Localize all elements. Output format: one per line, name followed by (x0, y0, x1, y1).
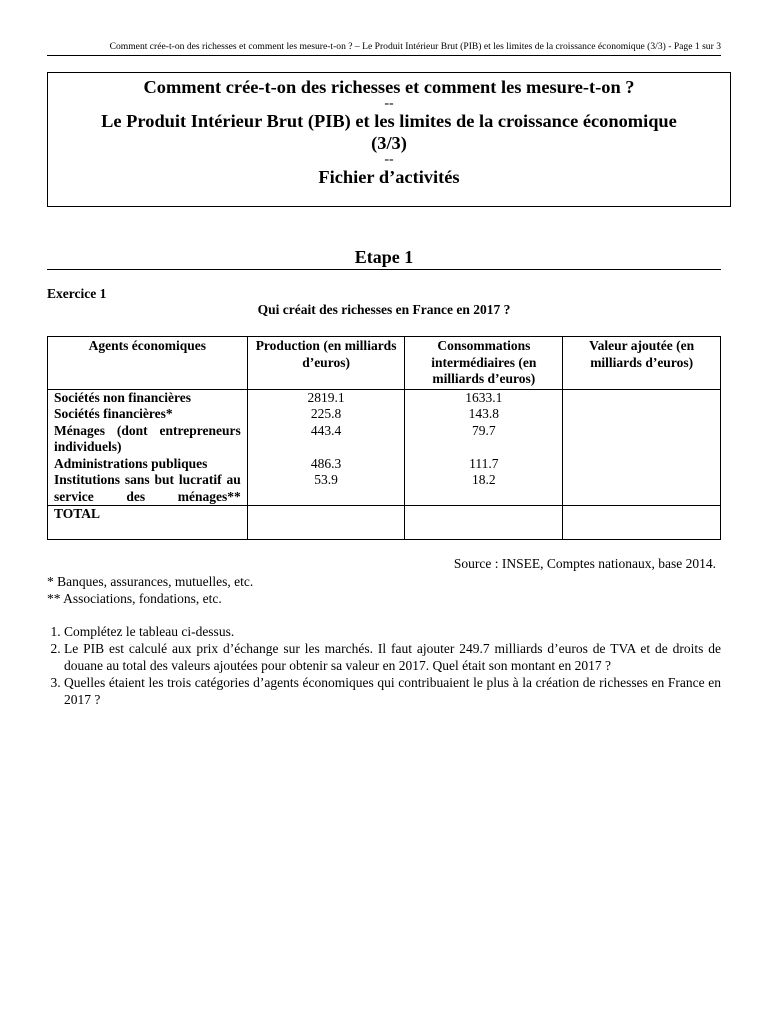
production-cell (247, 389, 405, 506)
header-value-added: Valeur ajoutée (en milliards d’euros) (563, 337, 721, 390)
production-value: 2819.1 (307, 389, 345, 405)
intermediate-consumption-cell (405, 389, 563, 506)
total-intermediate-consumption-cell (405, 506, 563, 540)
source-note: Source : INSEE, Comptes nationaux, base 2014. (453, 556, 716, 571)
agent-label: Sociétés non financières (54, 389, 191, 405)
production-value: 53.9 (314, 472, 338, 487)
title-separator-2: -- (384, 152, 394, 167)
total-label: TOTAL (48, 506, 248, 540)
intermediate-consumption-value: 143.8 (468, 406, 500, 421)
section-rule (47, 269, 721, 270)
agent-label: Ménages (dont entrepreneurs individuels) (54, 422, 241, 454)
question-item: 2. Le PIB est calculé aux prix d’échange sur les marchés. Il faut ajouter 249.7 milliards d’euros de TVA et de droits de douane au total des valeurs ajoutées pour obtenir sa valeur en 2017. Quel était son montant en 2017 ? (64, 640, 721, 674)
title-box (47, 72, 731, 207)
footnote: * Banques, assurances, mutuelles, etc. (47, 574, 254, 589)
table-row (48, 389, 721, 506)
footnotes (47, 573, 253, 607)
footnote: ** Associations, fondations, etc. (47, 591, 222, 606)
table-header-row (48, 337, 721, 390)
value-added-cell (563, 389, 721, 506)
production-value: 486.3 (310, 455, 342, 471)
title-line-2: Le Produit Intérieur Brut (PIB) et les limites de la croissance économique (101, 111, 677, 131)
data-table (47, 336, 721, 540)
intermediate-consumption-value: 79.7 (472, 422, 496, 438)
agent-label: Sociétés financières* (54, 406, 173, 421)
exercise-question: Qui créait des richesses en France en 2017 ? (257, 302, 511, 317)
section-title: Etape 1 (354, 247, 414, 267)
total-value-added-cell (563, 506, 721, 540)
question-list (47, 623, 721, 708)
header-production: Production (en milliards d’euros) (247, 337, 405, 390)
agent-label: Institutions sans but lucratif au service des ménages** (54, 472, 241, 504)
title-line-3: (3/3) (371, 133, 407, 153)
header-intermediate-consumption: Consommations intermédiaires (en milliards d’euros) (405, 337, 563, 390)
header-rule (47, 55, 721, 56)
question-item: 1. Complétez le tableau ci-dessus. (64, 623, 721, 640)
header-agents: Agents économiques (48, 337, 248, 390)
agents-cell (48, 389, 248, 506)
table-total-row (48, 506, 721, 540)
exercise-label: Exercice 1 (47, 286, 107, 301)
intermediate-consumption-value: 18.2 (472, 472, 496, 487)
title-separator-1: -- (384, 96, 394, 111)
intermediate-consumption-value: 1633.1 (465, 389, 503, 405)
production-value: 225.8 (310, 406, 342, 421)
running-header: Comment crée-t-on des richesses et comment les mesure-t-on ? – Le Produit Intérieur Brut (PIB) et les limites de la croissance économique (3/3) - Page 1 sur 3 (109, 41, 721, 52)
total-production-cell (247, 506, 405, 540)
production-value: 443.4 (310, 422, 342, 438)
agent-label: Administrations publiques (54, 455, 208, 471)
intermediate-consumption-value: 111.7 (469, 455, 499, 471)
title-line-1: Comment crée-t-on des richesses et comment les mesure-t-on ? (143, 77, 635, 97)
title-line-4: Fichier d’activités (318, 167, 460, 187)
question-item: 3. Quelles étaient les trois catégories d’agents économiques qui contribuaient le plus à la création de richesses en France en 2017 ? (64, 674, 721, 708)
